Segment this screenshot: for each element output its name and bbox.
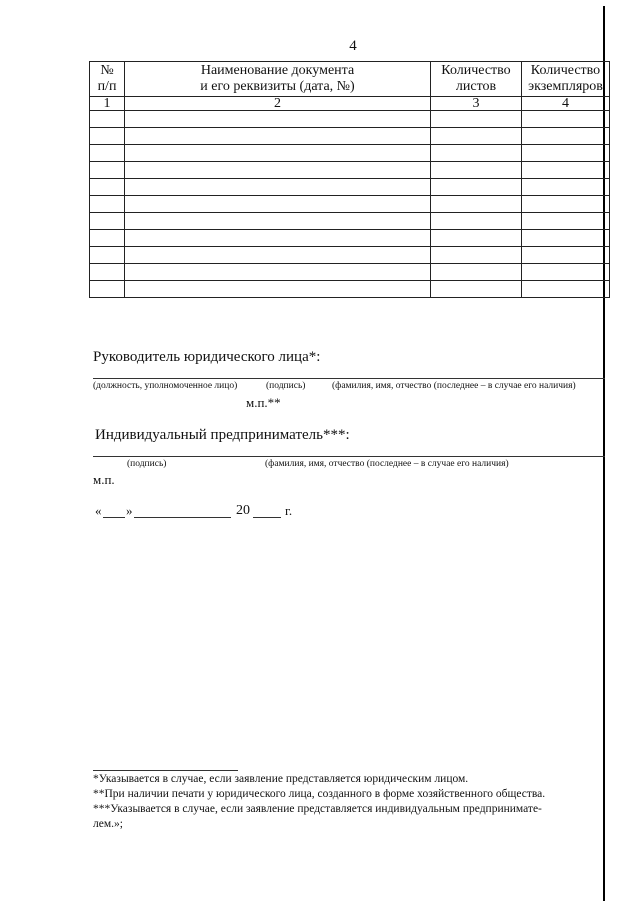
footnote-2: **При наличии печати у юридического лица, созданного в форме хозяйственного общества. — [93, 788, 546, 800]
table-cell — [90, 162, 125, 179]
table-cell — [431, 128, 522, 145]
entrepreneur-signature-line — [93, 456, 605, 457]
table-row — [90, 145, 610, 162]
table-header-row — [90, 62, 610, 97]
legal-entity-label: Руководитель юридического лица*: — [93, 349, 321, 365]
table-row — [90, 179, 610, 196]
caption-signature: (подпись) — [266, 381, 306, 391]
table-cell — [522, 128, 610, 145]
table-cell — [431, 264, 522, 281]
table-cell — [90, 230, 125, 247]
caption-full-name-entrepreneur: (фамилия, имя, отчество (последнее – в случае его наличия) — [265, 459, 509, 469]
table-cell — [431, 179, 522, 196]
legal-entity-signature-line — [93, 378, 605, 379]
table-row — [90, 281, 610, 298]
table-cell — [90, 264, 125, 281]
date-month-blank — [134, 517, 231, 518]
table-cell — [90, 196, 125, 213]
table-cell — [125, 128, 431, 145]
column-number-row — [90, 97, 610, 111]
table-cell — [431, 162, 522, 179]
column-number: 1 — [90, 97, 125, 111]
table-cell — [522, 230, 610, 247]
documents-table — [89, 61, 610, 298]
table-cell — [431, 145, 522, 162]
date-close-quote: » — [126, 503, 133, 518]
table-cell — [90, 128, 125, 145]
header-number: № п/п — [90, 62, 125, 97]
footnote-1: *Указывается в случае, если заявление представляется юридическим лицом. — [93, 773, 469, 785]
table-cell — [125, 247, 431, 264]
table-cell — [522, 196, 610, 213]
table-row — [90, 264, 610, 281]
footnote-separator — [93, 770, 238, 771]
table-row — [90, 247, 610, 264]
table-cell — [90, 213, 125, 230]
table-cell — [431, 230, 522, 247]
date-year-blank — [253, 517, 281, 518]
stamp-place-entrepreneur: м.п. — [93, 472, 115, 487]
table-cell — [522, 264, 610, 281]
table-cell — [522, 213, 610, 230]
header-copies-count: Количество экземпляров — [522, 62, 610, 97]
table-row — [90, 196, 610, 213]
entrepreneur-label: Индивидуальный предприниматель***: — [95, 427, 350, 443]
column-number: 3 — [431, 97, 522, 111]
header-document-name: Наименование документа и его реквизиты (дата, №) — [125, 62, 431, 97]
table-cell — [431, 213, 522, 230]
column-number: 4 — [522, 97, 610, 111]
table-cell — [90, 247, 125, 264]
table-cell — [522, 162, 610, 179]
table-cell — [125, 179, 431, 196]
table-cell — [522, 145, 610, 162]
table-cell — [125, 230, 431, 247]
table-cell — [431, 247, 522, 264]
table-cell — [90, 179, 125, 196]
page-number: 4 — [349, 38, 357, 54]
table-cell — [431, 196, 522, 213]
date-open-quote: « — [95, 503, 102, 518]
footnote-3-continued: лем.»; — [93, 818, 123, 830]
table-cell — [125, 281, 431, 298]
table-cell — [125, 213, 431, 230]
table-cell — [125, 264, 431, 281]
caption-full-name: (фамилия, имя, отчество (последнее – в случае его наличия) — [332, 381, 576, 391]
table-cell — [431, 111, 522, 128]
date-year-suffix: г. — [285, 503, 293, 518]
table-row — [90, 230, 610, 247]
footnote-3: ***Указывается в случае, если заявление представляется индивидуальным предпринимате- — [93, 803, 542, 815]
table-cell — [522, 281, 610, 298]
table-cell — [125, 111, 431, 128]
stamp-place-legal: м.п.** — [246, 395, 281, 410]
caption-position: (должность, уполномоченное лицо) — [93, 381, 238, 391]
table-cell — [431, 281, 522, 298]
table-cell — [90, 111, 125, 128]
date-century: 20 — [236, 503, 250, 518]
table-row — [90, 213, 610, 230]
column-number: 2 — [125, 97, 431, 111]
table-cell — [125, 145, 431, 162]
date-day-blank — [103, 517, 125, 518]
table-cell — [125, 196, 431, 213]
table-cell — [522, 179, 610, 196]
table-cell — [90, 145, 125, 162]
table-cell — [90, 281, 125, 298]
caption-signature-entrepreneur: (подпись) — [127, 459, 167, 469]
table-row — [90, 111, 610, 128]
table-row — [90, 162, 610, 179]
header-sheets-count: Количество листов — [431, 62, 522, 97]
table-cell — [522, 111, 610, 128]
table-row — [90, 128, 610, 145]
table-cell — [125, 162, 431, 179]
table-cell — [522, 247, 610, 264]
